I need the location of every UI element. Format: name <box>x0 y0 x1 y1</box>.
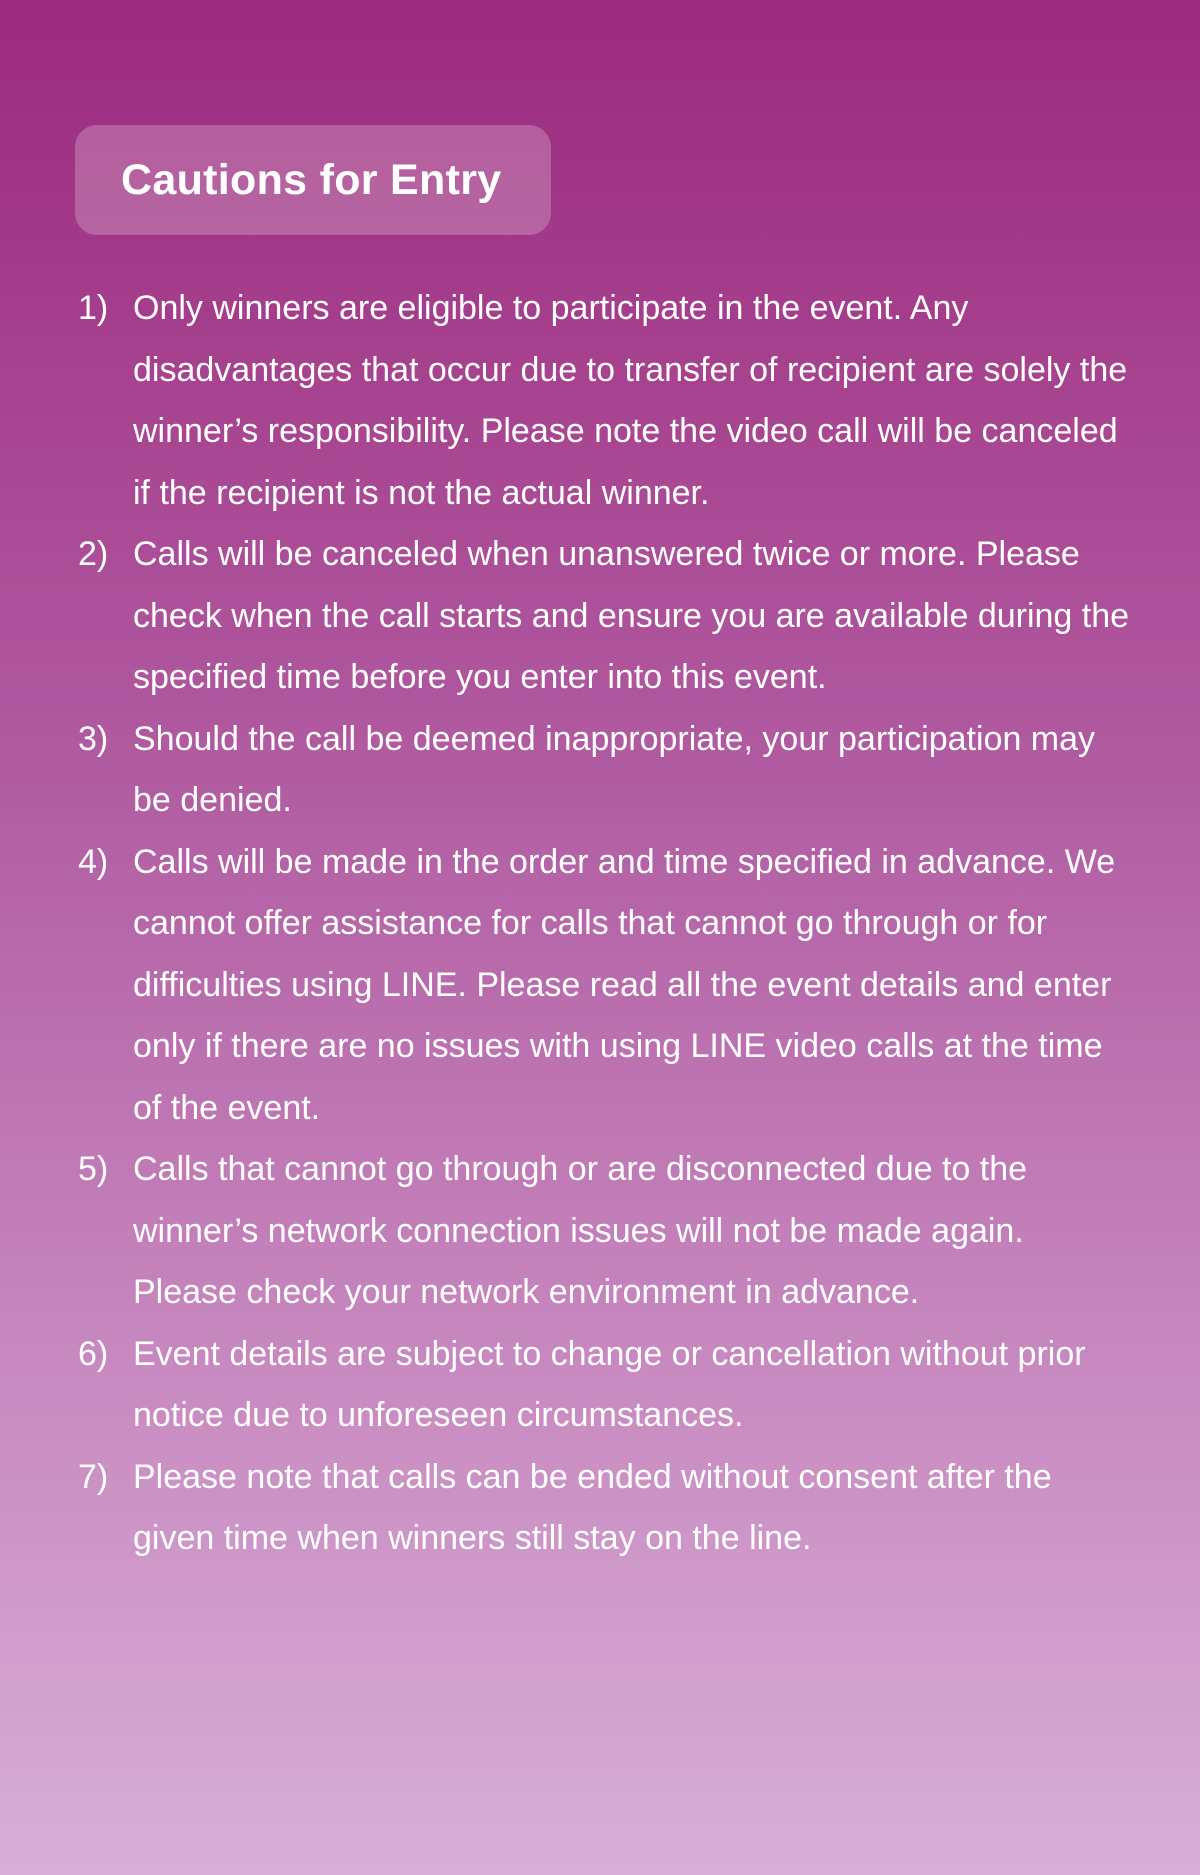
caution-number: 1) <box>78 289 109 327</box>
caution-number: 4) <box>78 842 109 881</box>
caution-number: 5) <box>78 1150 109 1188</box>
caution-text: Calls will be made in the order and time specified in advance. We cannot offer assistance for calls that cannot go through or for difficulties using LINE. Please read all the event details and enter only if there are no issues with using LINE video calls at the time of the event. <box>133 842 1116 1127</box>
caution-item-5 <box>0 1139 1200 1324</box>
caution-item-7 <box>0 1447 1200 1570</box>
caution-item-4 <box>0 832 1200 1140</box>
caution-text: Please note that calls can be ended without consent after the given time when winners still stay on the line. <box>133 1457 1052 1557</box>
caution-text: Should the call be deemed inappropriate, your participation may be denied. <box>133 719 1096 819</box>
caution-text: Event details are subject to change or cancellation without prior notice due to unforeseen circumstances. <box>133 1334 1086 1434</box>
caution-number: 7) <box>78 1457 109 1496</box>
caution-item-1 <box>0 278 1200 524</box>
page-title: Cautions for Entry <box>121 155 502 204</box>
caution-item-2 <box>0 524 1200 709</box>
cautions-title-badge <box>75 125 551 235</box>
caution-text: Calls will be canceled when unanswered twice or more. Please check when the call starts and ensure you are available during the specified time before you enter into this event. <box>133 535 1130 696</box>
caution-number: 6) <box>78 1334 109 1373</box>
cautions-list <box>0 278 1200 1570</box>
caution-text: Calls that cannot go through or are disconnected due to the winner’s network connection issues will not be made again. Please check your network environment in advance. <box>133 1150 1028 1311</box>
caution-text: Only winners are eligible to participate in the event. Any disadvantages that occur due to transfer of recipient are solely the winner’s responsibility. Please note the video call will be canceled if the recipient is not the actual winner. <box>133 289 1128 512</box>
caution-number: 2) <box>78 535 109 573</box>
caution-item-3 <box>0 709 1200 832</box>
caution-number: 3) <box>78 719 109 758</box>
caution-item-6 <box>0 1324 1200 1447</box>
